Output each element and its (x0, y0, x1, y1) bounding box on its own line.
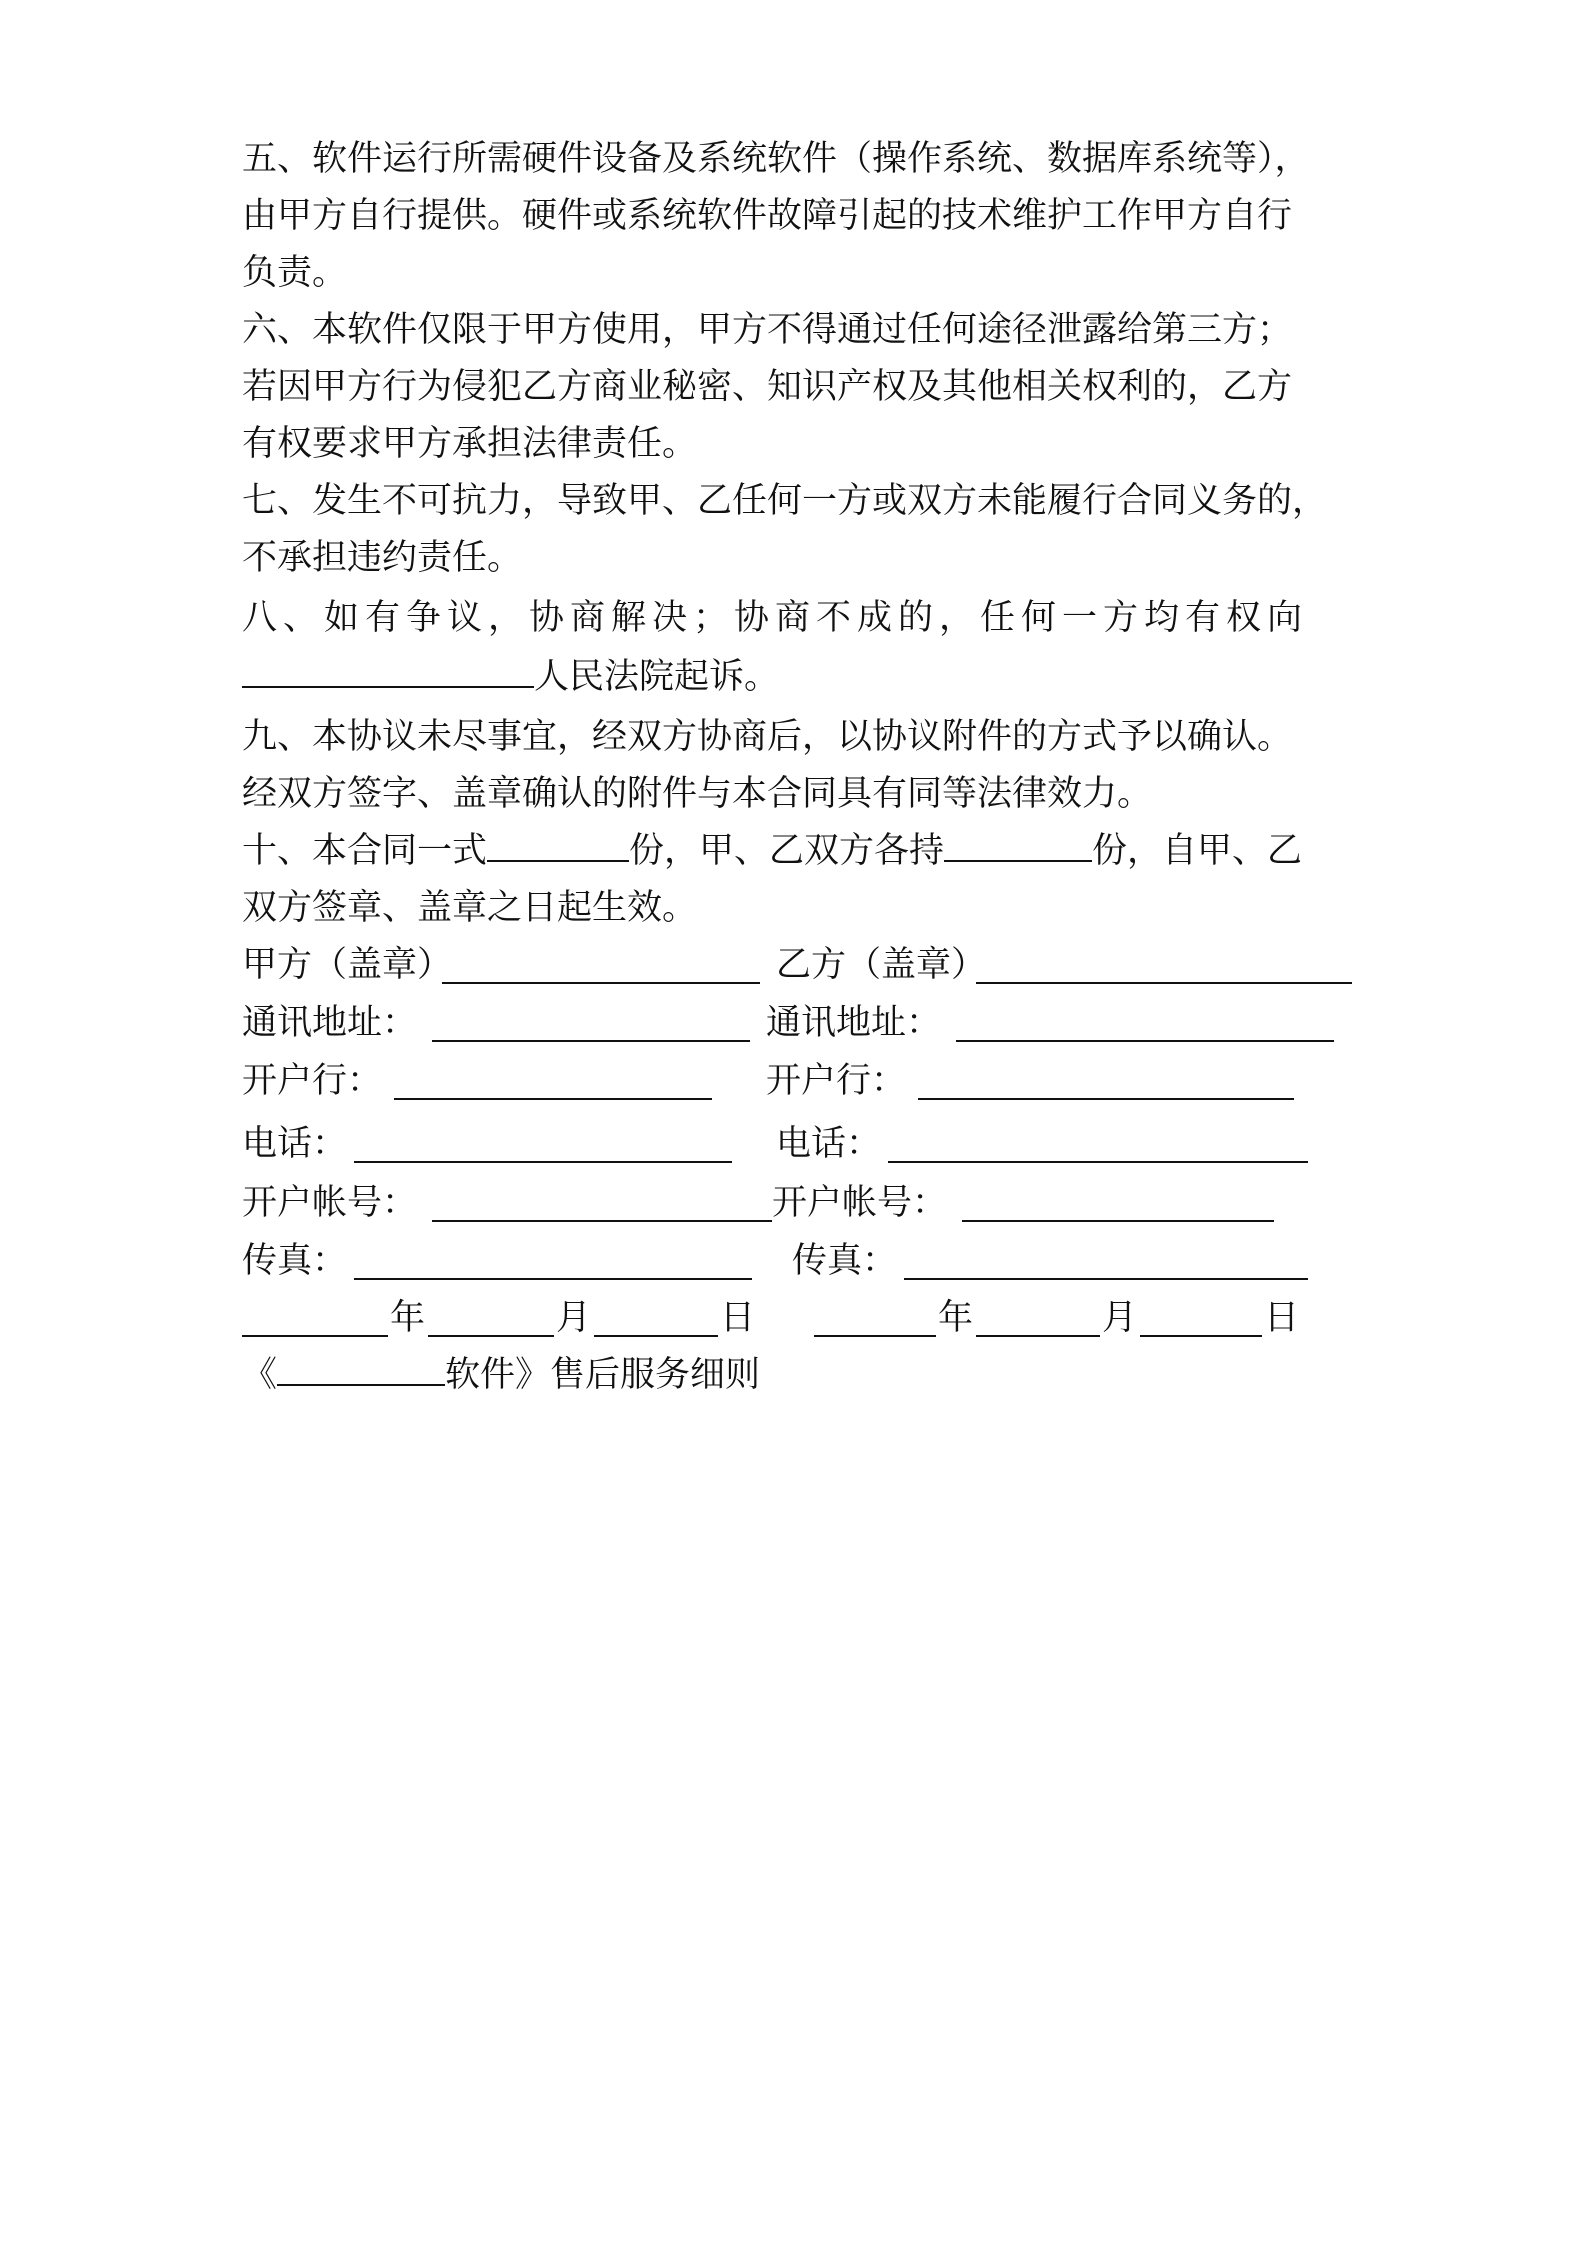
party-b-phone-blank (888, 1127, 1308, 1163)
clause-7-line-1: 七、发生不可抗力，导致甲、乙任何一方或双方未能履行合同义务的， (242, 481, 1328, 521)
party-b-year-blank (814, 1301, 936, 1337)
date-row (242, 1293, 1362, 1343)
clause-10-line-2: 双方签章、盖章之日起生效。 (242, 888, 698, 928)
address-row (242, 998, 1362, 1048)
party-a-fax-blank (354, 1244, 752, 1280)
clause-8-tail: 人民法院起诉。 (534, 657, 780, 697)
party-a-month-label: 月 (556, 1298, 592, 1338)
party-a-seal-blank (442, 948, 760, 984)
party-b-seal-blank (976, 948, 1352, 984)
phone-row (242, 1119, 1362, 1169)
clause-10-part-b: 份，甲、乙双方各持 (629, 831, 945, 871)
party-b-account-blank (962, 1186, 1274, 1222)
clause-8-line-2 (242, 652, 779, 702)
party-b-month-blank (976, 1301, 1100, 1337)
party-b-address-blank (956, 1006, 1334, 1042)
fax-row (242, 1236, 1362, 1286)
party-a-year-label: 年 (390, 1298, 426, 1338)
bank-row (242, 1056, 1362, 1106)
party-a-phone-blank (354, 1127, 732, 1163)
party-a-fax-label: 传真： (242, 1241, 348, 1281)
party-b-account-label: 开户帐号： (772, 1183, 948, 1223)
clause-10-line-1 (242, 826, 1302, 876)
party-a-bank-label: 开户行： (242, 1061, 383, 1101)
seal-row (242, 940, 1362, 990)
party-a-seal-label: 甲方（盖章） (242, 945, 453, 985)
copies-blank (487, 826, 629, 862)
clause-5-line-2: 由甲方自行提供。硬件或系统软件故障引起的技术维护工作甲方自行 (242, 196, 1293, 236)
party-b-bank-label: 开户行： (766, 1061, 907, 1101)
party-a-account-blank (432, 1186, 772, 1222)
party-b-day-blank (1140, 1301, 1262, 1337)
court-blank (242, 652, 534, 688)
clause-9-line-1: 九、本协议未尽事宜，经双方协商后，以协议附件的方式予以确认。 (242, 717, 1293, 757)
party-a-address-blank (432, 1006, 750, 1042)
party-b-address-label: 通讯地址： (766, 1003, 942, 1043)
party-b-fax-blank (904, 1244, 1308, 1280)
clause-6-line-1: 六、本软件仅限于甲方使用，甲方不得通过任何途径泄露给第三方； (242, 310, 1293, 350)
party-b-seal-label: 乙方（盖章） (776, 945, 987, 985)
clause-9-line-2: 经双方签字、盖章确认的附件与本合同具有同等法律效力。 (242, 774, 1153, 814)
account-row (242, 1178, 1362, 1228)
party-b-fax-label: 传真： (792, 1241, 898, 1281)
clause-10-part-c: 份，自甲、乙 (1092, 831, 1303, 871)
clause-6-line-3: 有权要求甲方承担法律责任。 (242, 424, 698, 464)
party-b-phone-label: 电话： (776, 1124, 882, 1164)
clause-5-line-3: 负责。 (242, 253, 348, 293)
party-b-year-label: 年 (938, 1298, 974, 1338)
title-open-bracket: 《 (242, 1355, 278, 1395)
clause-5-line-1: 五、软件运行所需硬件设备及系统软件（操作系统、数据库系统等）， (242, 139, 1310, 179)
party-a-month-blank (428, 1301, 554, 1337)
software-name-blank (277, 1350, 445, 1386)
clause-7-line-2: 不承担违约责任。 (242, 538, 523, 578)
party-a-address-label: 通讯地址： (242, 1003, 418, 1043)
next-section-title (242, 1350, 760, 1400)
title-text: 软件》售后服务细则 (445, 1355, 761, 1395)
party-b-month-label: 月 (1102, 1298, 1138, 1338)
clause-10-part-a: 十、本合同一式 (242, 831, 488, 871)
clause-8-text: 八、如有争议，协商解决；协商不成的，任何一方均有权向 (242, 598, 1309, 638)
party-a-account-label: 开户帐号： (242, 1183, 418, 1223)
party-a-day-blank (594, 1301, 718, 1337)
party-a-bank-blank (394, 1064, 712, 1100)
party-a-phone-label: 电话： (242, 1124, 348, 1164)
party-a-day-label: 日 (720, 1298, 756, 1338)
party-a-year-blank (242, 1301, 388, 1337)
clause-6-line-2: 若因甲方行为侵犯乙方商业秘密、知识产权及其他相关权利的，乙方 (242, 367, 1293, 407)
party-b-day-label: 日 (1264, 1298, 1300, 1338)
party-b-bank-blank (918, 1064, 1294, 1100)
clause-8-line-1 (242, 593, 1308, 643)
copies-each-blank (944, 826, 1092, 862)
